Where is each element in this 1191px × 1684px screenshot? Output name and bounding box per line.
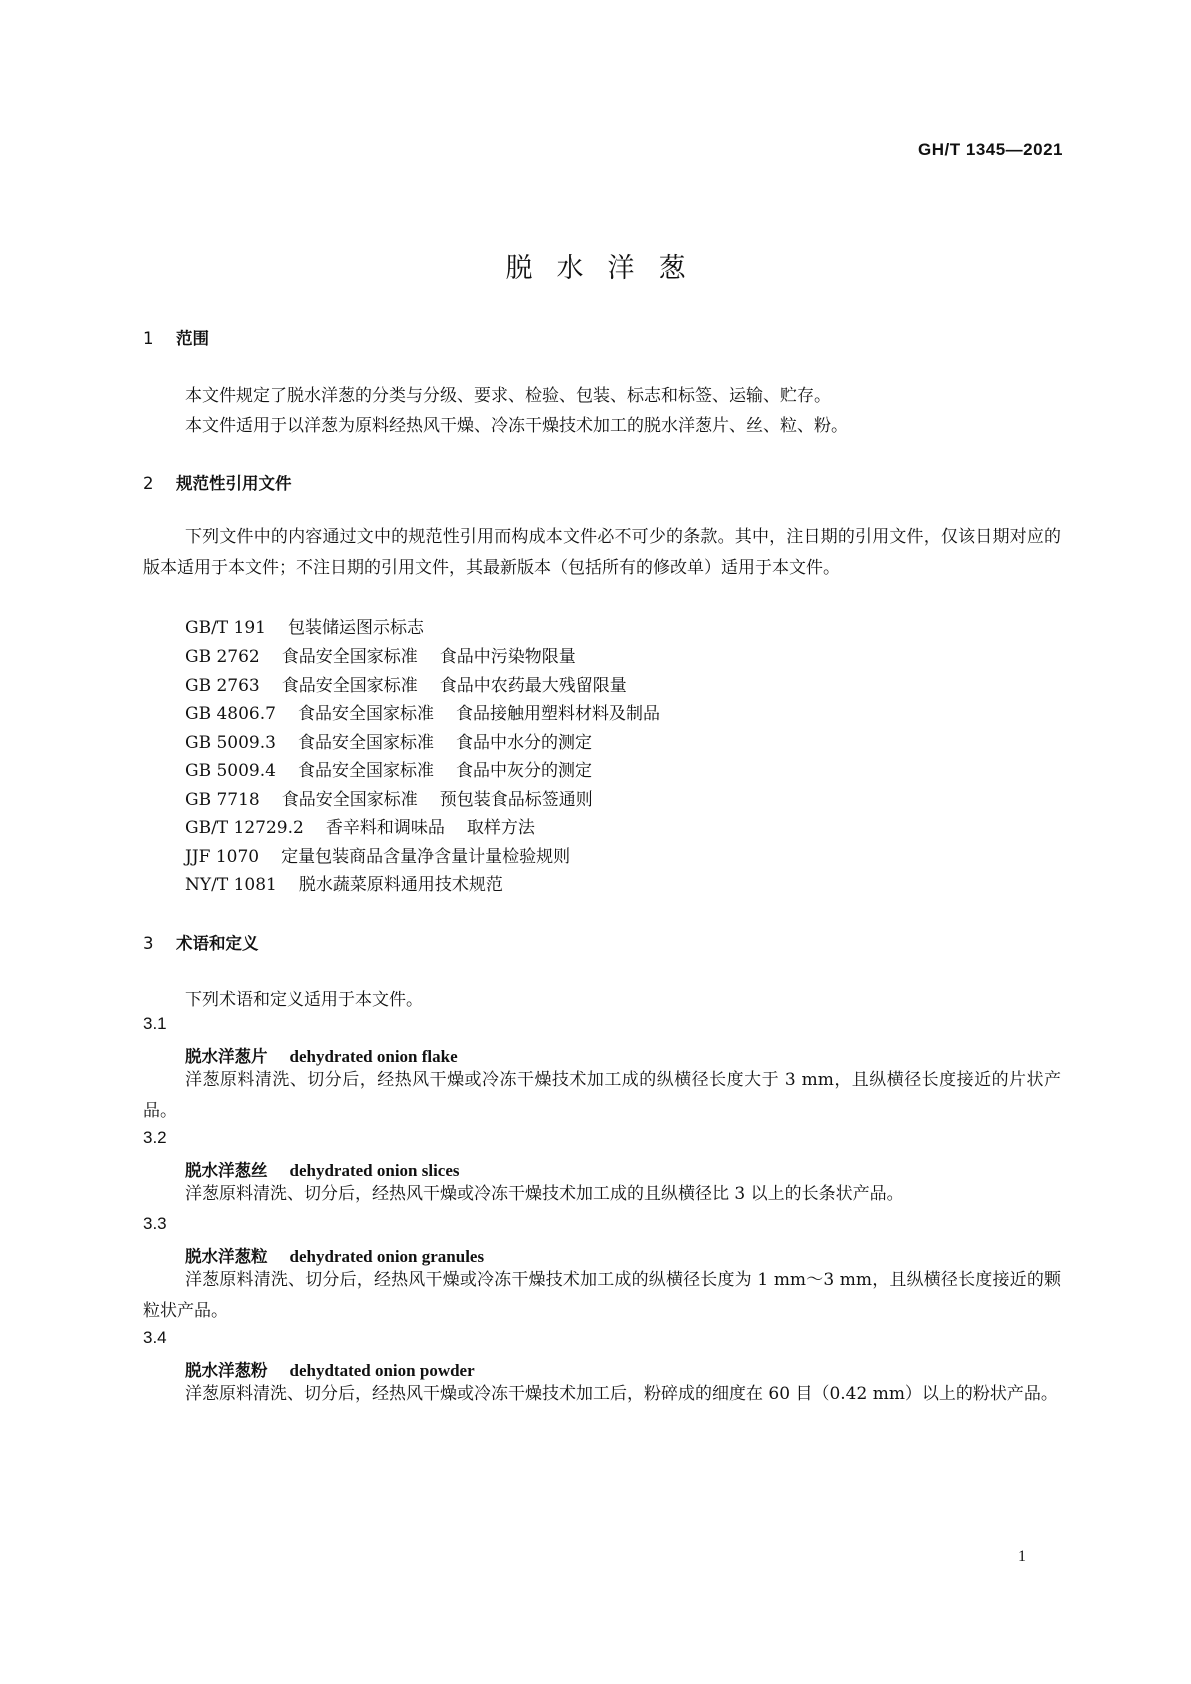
term-english: dehydrated onion flake xyxy=(289,1047,458,1066)
term-definition: 洋葱原料清洗、切分后，经热风干燥或冷冻干燥技术加工后，粉碎成的细度在 60 目（0.42 mm）以上的粉状产品。 xyxy=(185,1384,1058,1404)
reference-item xyxy=(185,728,592,753)
section-1-heading xyxy=(143,325,209,349)
reference-subtitle: 取样方法 xyxy=(466,818,535,838)
section-3-heading xyxy=(143,930,259,954)
document-number: GH/T 1345—2021 xyxy=(918,140,1063,159)
section-number: 1 xyxy=(143,329,154,348)
term-english: dehydtated onion powder xyxy=(289,1361,475,1380)
term-chinese: 脱水洋葱粒 xyxy=(185,1247,268,1266)
reference-item xyxy=(185,870,503,895)
section-title: 范围 xyxy=(176,329,209,348)
reference-item xyxy=(185,756,592,781)
reference-subtitle: 预包装食品标签通则 xyxy=(439,790,593,810)
term-definition: 洋葱原料清洗、切分后，经热风干燥或冷冻干燥技术加工成的且纵横径比 3 以上的长条状产品。 xyxy=(185,1184,904,1204)
reference-code: GB 2762 xyxy=(185,647,260,667)
reference-title: 食品安全国家标准 xyxy=(297,761,434,781)
terms-intro: 下列术语和定义适用于本文件。 xyxy=(185,990,423,1010)
scope-paragraph-2: 本文件适用于以洋葱为原料经热风干燥、冷冻干燥技术加工的脱水洋葱片、丝、粒、粉。 xyxy=(185,416,848,436)
clause-number: 3.2 xyxy=(143,1128,167,1147)
reference-item xyxy=(185,785,593,810)
clause-number: 3.3 xyxy=(143,1214,167,1233)
term-english: dehydrated onion granules xyxy=(289,1247,485,1266)
reference-title: 食品安全国家标准 xyxy=(281,676,418,696)
reference-item xyxy=(185,613,424,638)
reference-title: 食品安全国家标准 xyxy=(297,733,434,753)
references-intro-paragraph: 下列文件中的内容通过文中的规范性引用而构成本文件必不可少的条款。其中，注日期的引用文件，仅该日期对应的版本适用于本文件；不注日期的引用文件，其最新版本（包括所有的修改单）适用于本文件。 xyxy=(143,527,1061,578)
scope-paragraph-1: 本文件规定了脱水洋葱的分类与分级、要求、检验、包装、标志和标签、运输、贮存。 xyxy=(185,386,831,406)
reference-title: 食品安全国家标准 xyxy=(281,647,418,667)
reference-code: JJF 1070 xyxy=(185,847,260,867)
document-title: 脱水洋葱 xyxy=(505,253,710,284)
term-heading xyxy=(185,1157,460,1181)
reference-item xyxy=(185,699,660,724)
term-english: dehydrated onion slices xyxy=(289,1161,460,1180)
reference-code: GB 2763 xyxy=(185,676,260,696)
clause-number: 3.1 xyxy=(143,1014,167,1033)
term-chinese: 脱水洋葱粉 xyxy=(185,1361,268,1380)
reference-title: 定量包装商品含量净含量计量检验规则 xyxy=(281,847,571,867)
reference-title: 食品安全国家标准 xyxy=(281,790,418,810)
term-chinese: 脱水洋葱片 xyxy=(185,1047,268,1066)
section-title: 术语和定义 xyxy=(176,934,259,953)
section-title: 规范性引用文件 xyxy=(176,474,292,493)
reference-code: GB 5009.4 xyxy=(185,761,276,781)
term-heading xyxy=(185,1043,458,1067)
reference-code: GB 5009.3 xyxy=(185,733,276,753)
section-2-heading xyxy=(143,470,292,494)
term-heading xyxy=(185,1243,484,1267)
clause-number: 3.4 xyxy=(143,1328,167,1347)
page-number: 1 xyxy=(1018,1548,1026,1565)
reference-subtitle: 食品中农药最大残留限量 xyxy=(439,676,627,696)
reference-title: 香辛料和调味品 xyxy=(325,818,445,838)
reference-subtitle: 食品中污染物限量 xyxy=(439,647,576,667)
reference-code: GB/T 12729.2 xyxy=(185,818,304,838)
reference-code: NY/T 1081 xyxy=(185,875,277,895)
reference-item xyxy=(185,671,627,696)
term-definition: 洋葱原料清洗、切分后，经热风干燥或冷冻干燥技术加工成的纵横径长度为 1 mm～3 mm，且纵横径长度接近的颗粒状产品。 xyxy=(143,1270,1061,1321)
reference-title: 脱水蔬菜原料通用技术规范 xyxy=(298,875,503,895)
reference-subtitle: 食品接触用塑料材料及制品 xyxy=(455,704,660,724)
reference-item xyxy=(185,842,570,867)
reference-subtitle: 食品中灰分的测定 xyxy=(455,761,592,781)
section-number: 3 xyxy=(143,934,154,953)
term-definition: 洋葱原料清洗、切分后，经热风干燥或冷冻干燥技术加工成的纵横径长度大于 3 mm，且纵横径长度接近的片状产品。 xyxy=(143,1070,1061,1121)
reference-title: 食品安全国家标准 xyxy=(297,704,434,724)
reference-item xyxy=(185,642,576,667)
reference-title: 包装储运图示标志 xyxy=(288,618,424,638)
reference-item xyxy=(185,813,535,838)
term-chinese: 脱水洋葱丝 xyxy=(185,1161,268,1180)
term-heading xyxy=(185,1357,475,1381)
reference-code: GB 4806.7 xyxy=(185,704,276,724)
reference-code: GB 7718 xyxy=(185,790,260,810)
reference-subtitle: 食品中水分的测定 xyxy=(455,733,592,753)
section-number: 2 xyxy=(143,474,154,493)
reference-code: GB/T 191 xyxy=(185,618,266,638)
